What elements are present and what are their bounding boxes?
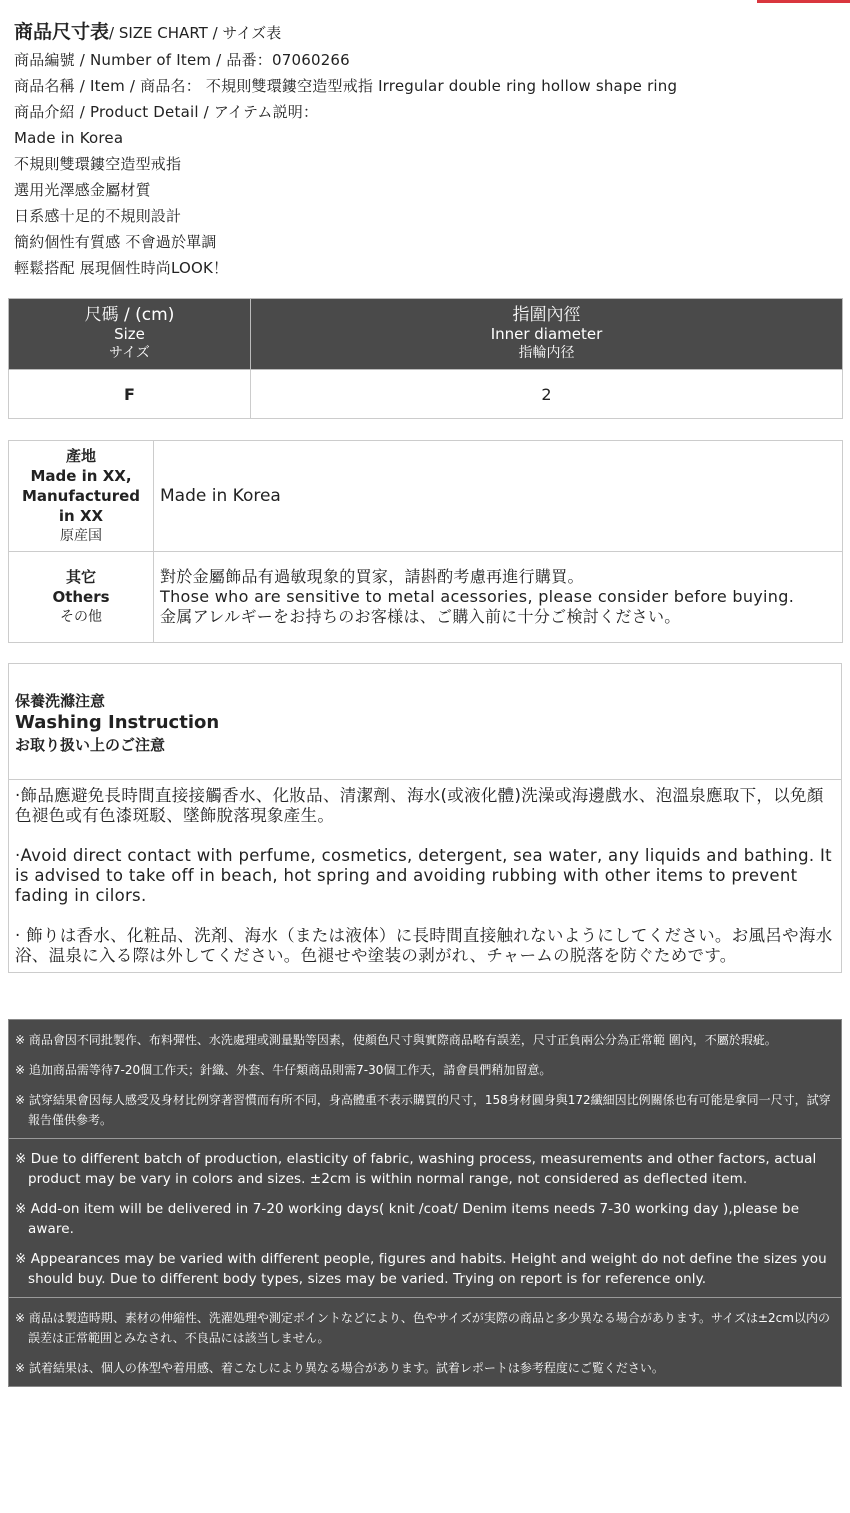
note-item: ※ Appearances may be varied with different people, figures and habits. Height and weight do not define the sizes you should buy. Due to different body types, sizes may be varied. Trying on report is for reference only. bbox=[15, 1251, 827, 1287]
detail-line: 簡約個性有質感 不會過於單調 bbox=[14, 233, 217, 251]
top-accent-bar bbox=[757, 0, 850, 3]
notes-section-en bbox=[9, 1139, 841, 1298]
washing-paragraph-ja: · 飾りは香水、化粧品、洗剤、海水（または液体）に長時間直接触れないようにしてください。お風呂や海水浴、温泉に入る際は外してください。色褪せや塗装の剥がれ、チャームの脱落を防ぐためです。 bbox=[15, 926, 833, 965]
washing-heading: 保養洗滌注意 Washing Instruction お取り扱い上のご注意 bbox=[9, 664, 841, 780]
size-table-header bbox=[9, 299, 843, 370]
notes-section-zh bbox=[9, 1020, 841, 1139]
size-cell: F bbox=[9, 370, 251, 419]
others-row bbox=[9, 552, 843, 643]
detail-line: 日系感十足的不規則設計 bbox=[14, 207, 182, 225]
washing-instructions bbox=[8, 663, 842, 973]
origin-row bbox=[9, 441, 843, 552]
note-item: ※ 試着結果は、個人の体型や着用感、着こなしにより異なる場合があります。試着レポートは参考程度にご覧ください。 bbox=[15, 1361, 664, 1375]
notes-section-ja bbox=[9, 1298, 841, 1386]
inner-diameter-column-header: 指圍內徑 Inner diameter 指輪内径 bbox=[251, 299, 843, 370]
washing-body bbox=[9, 780, 841, 972]
title-rest: / SIZE CHART / サイズ表 bbox=[109, 24, 282, 42]
inner-diameter-cell: 2 bbox=[251, 370, 843, 419]
detail-line: 不規則雙環鏤空造型戒指 bbox=[14, 155, 182, 173]
washing-paragraph-en: ·Avoid direct contact with perfume, cosmetics, detergent, sea water, any liquids and bathing. It is advised to take off in beach, hot spring and avoiding rubbing with other items to prevent fading in cilors. bbox=[15, 846, 832, 905]
table-row bbox=[9, 370, 843, 419]
detail-line: 選用光澤感金屬材質 bbox=[14, 181, 151, 199]
others-value: 對於金屬飾品有過敏現象的買家，請斟酌考慮再進行購買。 Those who are sensitive to metal acessories, please consider before buying. 金属アレルギーをお持ちのお客様は、ご購入前に十分ご検討ください。 bbox=[154, 552, 843, 643]
item-number: 商品編號 / Number of Item / 品番：07060266 bbox=[14, 51, 350, 69]
note-item: ※ 追加商品需等待7-20個工作天；針織、外套、牛仔類商品則需7-30個工作天，請會員們稍加留意。 bbox=[15, 1063, 552, 1077]
size-column-header: 尺碼 / (cm) Size サイズ bbox=[9, 299, 251, 370]
note-item: ※ 試穿結果會因每人感受及身材比例穿著習慣而有所不同，身高體重不表示購買的尺寸，158身材圓身與172纖細因比例關係也有可能是拿同一尺寸，試穿報告僅供參考。 bbox=[15, 1093, 831, 1127]
detail-line: 輕鬆搭配 展現個性時尚LOOK！ bbox=[14, 259, 229, 277]
note-item: ※ Due to different batch of production, elasticity of fabric, washing process, measurements and other factors, actual product may be vary in colors and sizes. ±2cm is within normal range, not considered as deflected item. bbox=[15, 1151, 817, 1187]
origin-table bbox=[8, 440, 843, 643]
origin-label: 產地 Made in XX, Manufactured in XX 原産国 bbox=[9, 441, 154, 552]
detail-line: Made in Korea bbox=[14, 129, 124, 147]
origin-value: Made in Korea bbox=[154, 441, 843, 552]
others-label: 其它 Others その他 bbox=[9, 552, 154, 643]
item-name: 商品名稱 / Item / 商品名： 不規則雙環鏤空造型戒指 Irregular double ring hollow shape ring bbox=[14, 77, 678, 95]
product-detail-label: 商品介紹 / Product Detail / アイテム説明： bbox=[14, 103, 319, 121]
notes-panel bbox=[8, 1019, 842, 1387]
product-info bbox=[14, 18, 844, 281]
note-item: ※ 商品は製造時期、素材の伸縮性、洗濯処理や測定ポイントなどにより、色やサイズが実際の商品と多少異なる場合があります。サイズは±2cm以内の誤差は正常範囲とみなされ、不良品には該当しません。 bbox=[15, 1311, 830, 1345]
washing-paragraph-zh: ·飾品應避免長時間直接接觸香水、化妝品、清潔劑、海水(或液化體)洗澡或海邊戲水、泡溫泉應取下，以免顏色褪色或有色漆斑駁、墜飾脫落現象產生。 bbox=[15, 786, 824, 825]
title-main: 商品尺寸表 bbox=[14, 21, 110, 43]
size-table bbox=[8, 298, 843, 419]
note-item: ※ 商品會因不同批製作、布料彈性、水洗處理或測量點等因素，使顏色尺寸與實際商品略有誤差，尺寸正負兩公分為正常範 圍內，不屬於瑕疵。 bbox=[15, 1033, 777, 1047]
size-chart-title bbox=[14, 18, 844, 47]
note-item: ※ Add-on item will be delivered in 7-20 working days( knit /coat/ Denim items needs 7-30 working day ),please be aware. bbox=[15, 1201, 800, 1237]
